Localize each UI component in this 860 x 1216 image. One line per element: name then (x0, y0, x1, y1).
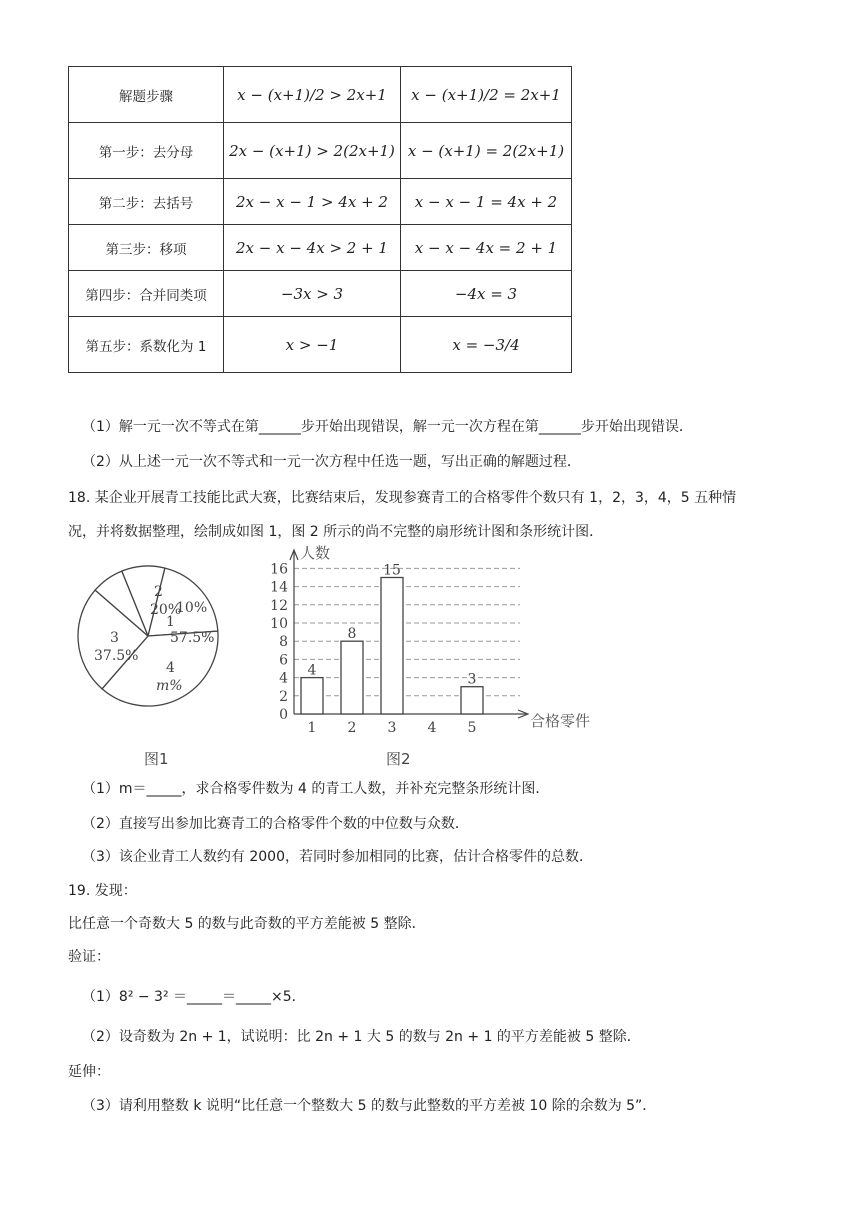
y-axis-label: 人数 (300, 544, 331, 562)
table-row (69, 271, 572, 317)
q18-part3: （3）该企业青工人数约有 2000，若同时参加相同的比赛，估计合格零件的总数． (82, 849, 593, 865)
q18-part2: （2）直接写出参加比赛青工的合格零件个数的中位数与众数． (82, 816, 469, 832)
bar-value-label: 15 (383, 562, 401, 579)
pie-small-label: 57.5% (170, 630, 215, 646)
bar-5 (461, 687, 483, 714)
y-tick-label: 16 (270, 561, 288, 578)
equation-cell: x − x − 4x = 2 + 1 (401, 225, 572, 271)
x-axis-label: 合格零件 (530, 712, 591, 730)
equation-cell: x − (x+1)/2 = 2x+1 (401, 67, 572, 123)
inequality-cell: x − (x+1)/2 > 2x+1 (224, 67, 401, 123)
y-tick-label: 12 (270, 597, 288, 614)
table-row (69, 67, 572, 123)
x-tick-label: 1 (307, 720, 317, 736)
q19-extend-label: 延伸： (68, 1064, 110, 1080)
table-row (69, 123, 572, 179)
bar-2 (341, 641, 363, 714)
fig1-caption: 图1 (144, 750, 169, 768)
inequality-cell: 2x − (x+1) > 2(2x+1) (224, 123, 401, 179)
q19-verify-label: 验证： (68, 949, 110, 965)
bar-value-label: 4 (307, 662, 317, 679)
y-tick-label: 6 (279, 652, 288, 669)
bar-3 (381, 578, 403, 715)
equation-cell: −4x = 3 (401, 271, 572, 317)
step-label-cell: 第四步：合并同类项 (69, 271, 224, 317)
step-label-cell: 第一步：去分母 (69, 123, 224, 179)
q18-intro-line2: 况，并将数据整理，绘制成如图 1，图 2 所示的尚不完整的扇形统计图和条形统计图． (68, 524, 604, 540)
solution-steps-table (68, 66, 572, 373)
y-tick-label: 14 (270, 579, 288, 596)
y-tick-label: 10 (270, 616, 288, 632)
inequality-cell: x > −1 (224, 317, 401, 373)
q19-title: 19. 发现： (68, 883, 137, 899)
q17-part2: （2）从上述一元一次不等式和一元一次方程中任选一题，写出正确的解题过程． (82, 454, 581, 470)
equation-cell: x = −3/4 (401, 317, 572, 373)
equation-cell: x − (x+1) = 2(2x+1) (401, 123, 572, 179)
q19-part3: （3）请利用整数 k 说明“比任意一个整数大 5 的数与此整数的平方差被 10 除的余数为 5”． (82, 1098, 657, 1114)
fig2-caption: 图2 (386, 750, 411, 768)
step-label-cell: 第二步：去括号 (69, 179, 224, 225)
table-row (69, 179, 572, 225)
x-tick-label: 3 (387, 720, 397, 736)
pie-slice-percent: 20% (150, 602, 182, 618)
inequality-cell: −3x > 3 (224, 271, 401, 317)
q18-intro-line1: 18. 某企业开展青工技能比武大赛，比赛结束后，发现参赛青工的合格零件个数只有 1，2，3，4，5 五种情 (68, 490, 737, 506)
step-label-cell: 解题步骤 (69, 67, 224, 123)
y-tick-label: 4 (279, 670, 288, 687)
x-tick-label: 4 (427, 720, 437, 736)
inequality-cell: 2x − x − 4x > 2 + 1 (224, 225, 401, 271)
inequality-cell: 2x − x − 1 > 4x + 2 (224, 179, 401, 225)
y-tick-label: 8 (279, 634, 288, 651)
table-row (69, 225, 572, 271)
x-tick-label: 2 (347, 720, 357, 736)
step-label-cell: 第五步：系数化为 1 (69, 317, 224, 373)
pie-slice-percent: m% (156, 678, 183, 694)
q18-part1: （1）m＝_____，求合格零件数为 4 的青工人数，并补充完整条形统计图． (82, 781, 550, 797)
pie-slice-label: 2 (154, 584, 163, 600)
pie-slice-label: 3 (110, 630, 119, 646)
y-tick-label: 2 (279, 688, 288, 705)
bar-1 (301, 678, 323, 714)
bar-chart (260, 542, 591, 742)
q19-part1: （1）8² − 3² ＝_____＝_____×5． (82, 989, 306, 1005)
table-row (69, 317, 572, 373)
y-tick-label: 0 (279, 707, 288, 723)
bar-value-label: 8 (347, 626, 357, 643)
pie-slice-label: 4 (166, 660, 175, 676)
pie-small-label: 10% (176, 600, 208, 616)
q19-statement: 比任意一个奇数大 5 的数与此奇数的平方差能被 5 整除． (68, 916, 426, 932)
q17-part1: （1）解一元一次不等式在第______步开始出现错误，解一元一次方程在第______步开始出现错误． (82, 419, 693, 435)
pie-chart (70, 560, 230, 710)
x-tick-label: 5 (467, 720, 477, 736)
step-label-cell: 第三步：移项 (69, 225, 224, 271)
bar-value-label: 3 (467, 671, 477, 688)
pie-slice-percent: 37.5% (94, 648, 139, 664)
equation-cell: x − x − 1 = 4x + 2 (401, 179, 572, 225)
q19-part2: （2）设奇数为 2n + 1，试说明：比 2n + 1 大 5 的数与 2n + 1 的平方差能被 5 整除． (82, 1029, 641, 1045)
pie-small-label: 1 (166, 614, 175, 630)
